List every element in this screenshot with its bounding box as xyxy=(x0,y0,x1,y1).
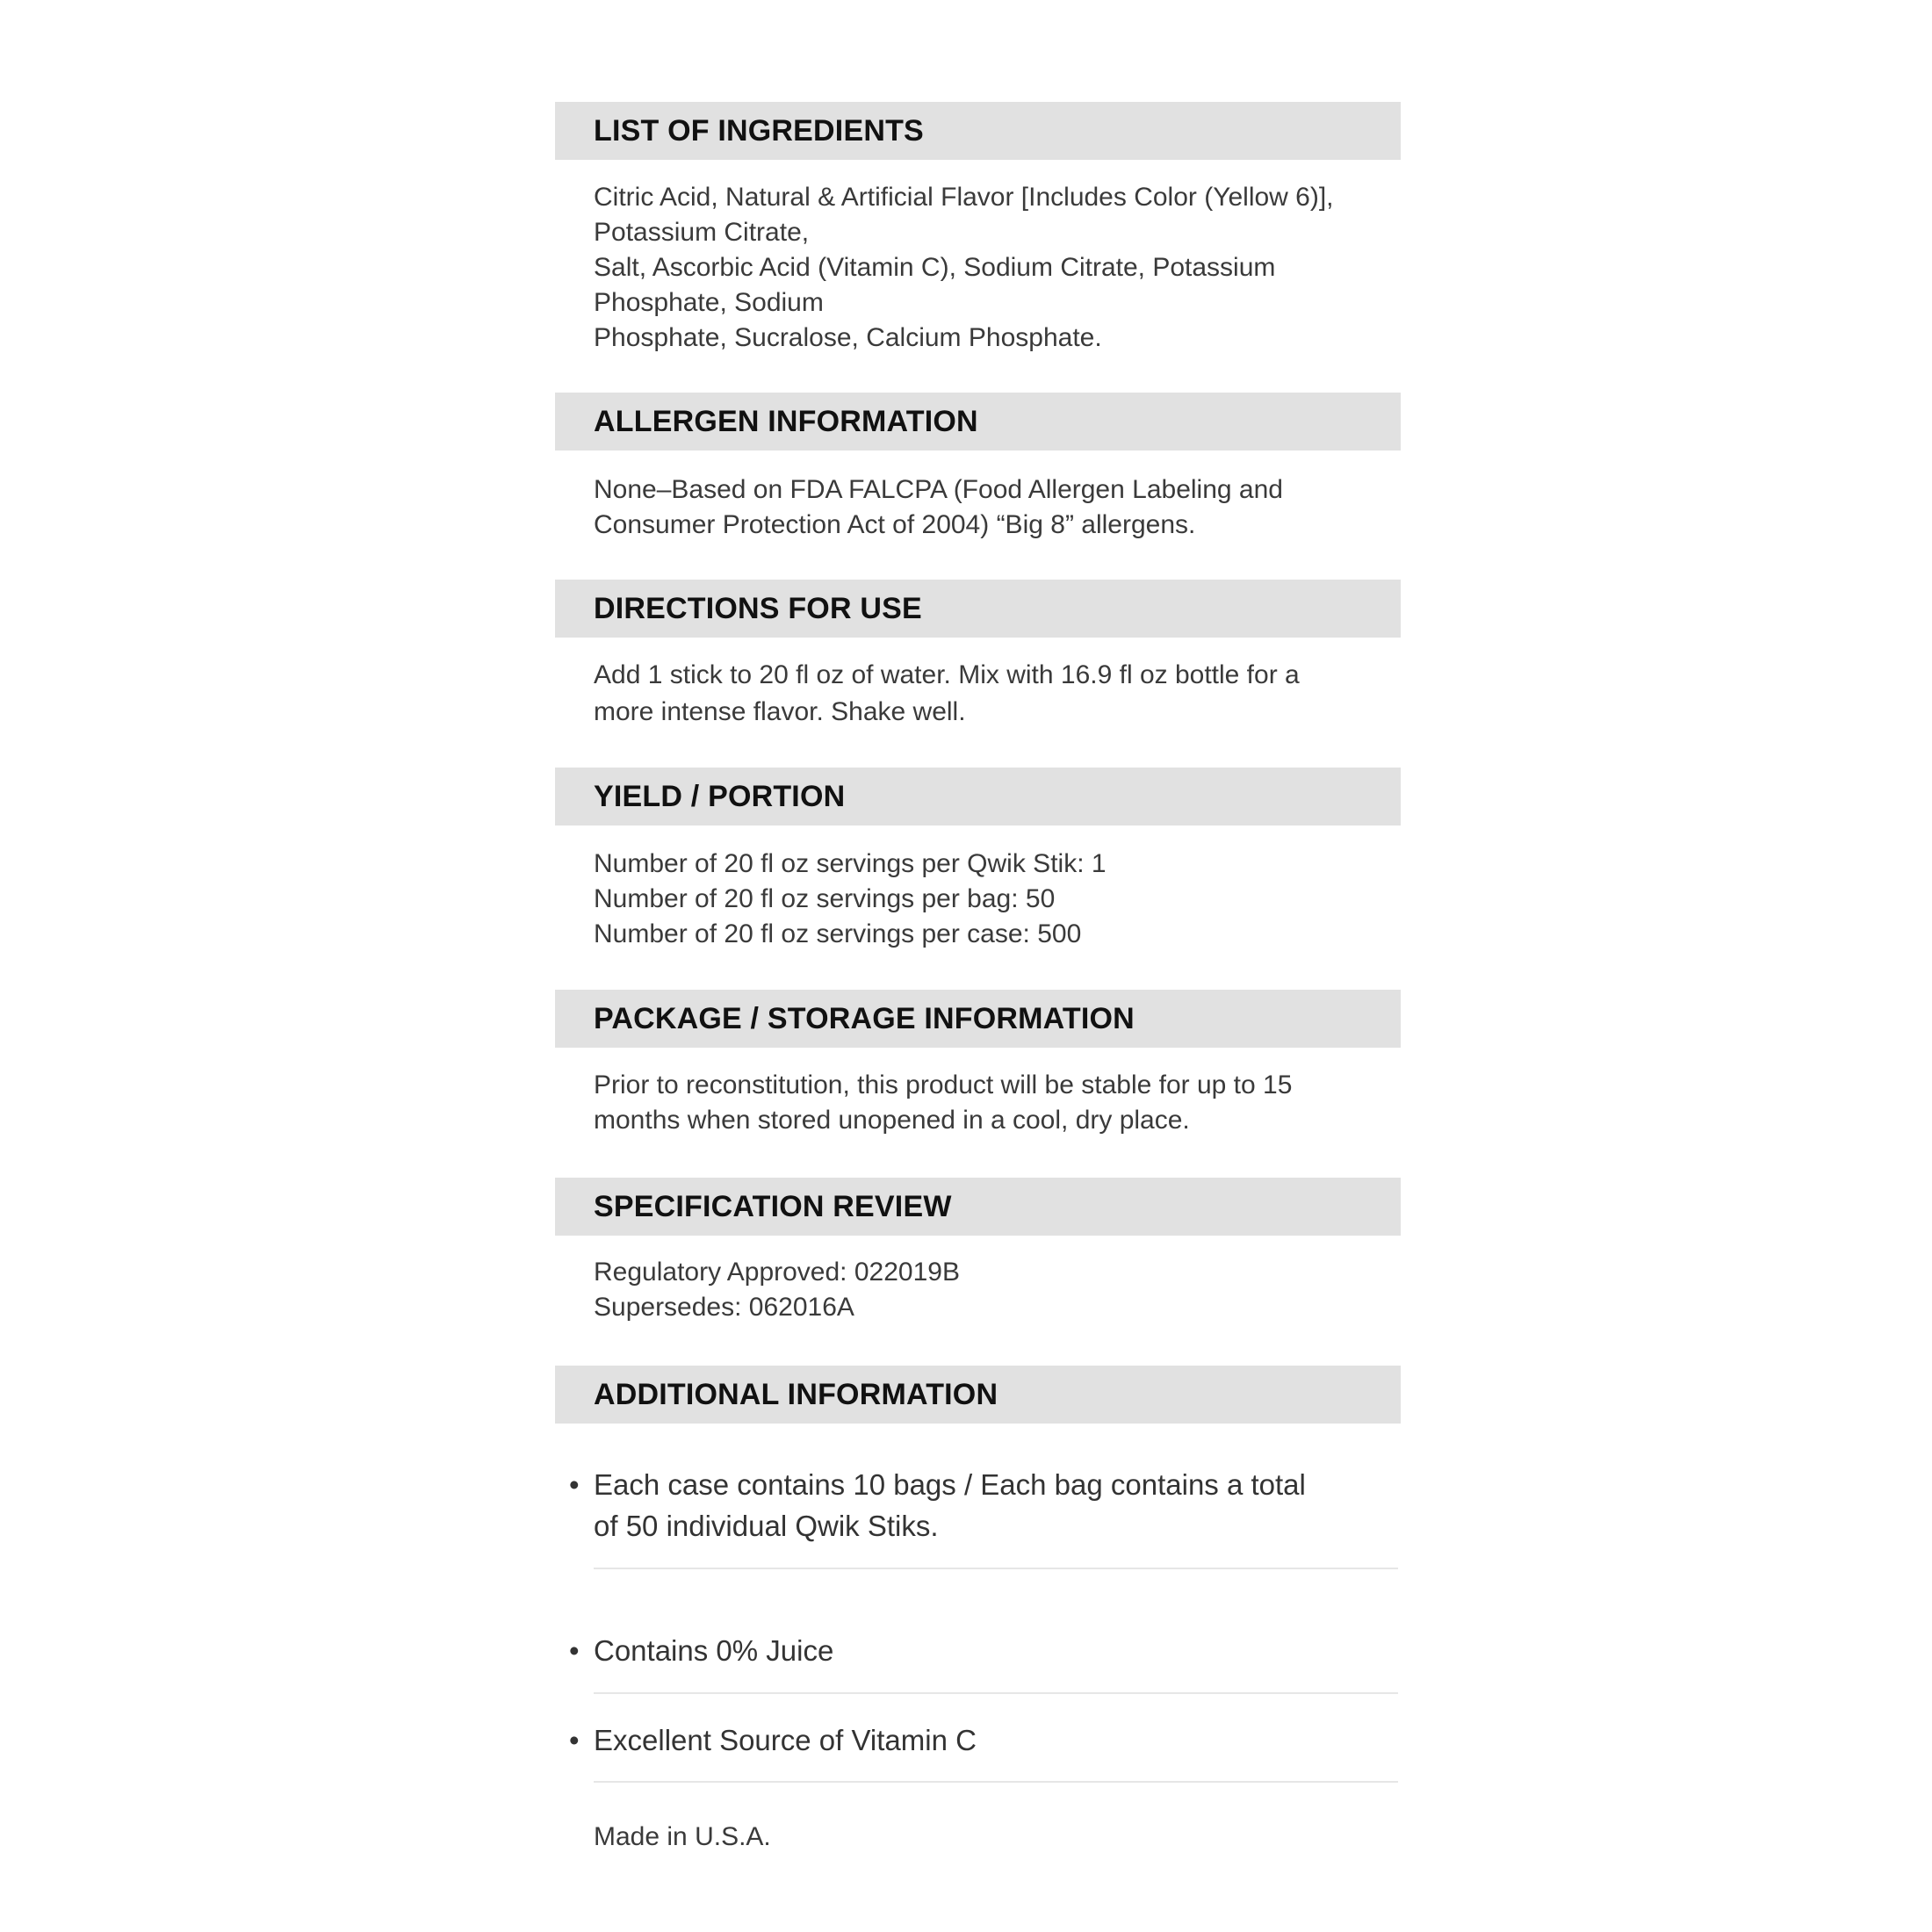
storage-line: months when stored unopened in a cool, dry place. xyxy=(594,1106,1190,1135)
spec-review-line: Regulatory Approved: 022019B xyxy=(594,1258,960,1287)
ingredients-line: Salt, Ascorbic Acid (Vitamin C), Sodium Citrate, Potassium xyxy=(594,253,1276,282)
yield-line: Number of 20 fl oz servings per Qwik Stik: 1 xyxy=(594,849,1107,878)
section-body-storage xyxy=(594,1068,1402,1138)
directions-line: Add 1 stick to 20 fl oz of water. Mix with 16.9 fl oz bottle for a xyxy=(594,660,1300,689)
section-title: PACKAGE / STORAGE INFORMATION xyxy=(594,1001,1135,1035)
ingredients-line: Potassium Citrate, xyxy=(594,218,810,247)
made-in-note: Made in U.S.A. xyxy=(594,1822,771,1851)
list-item-line: Excellent Source of Vitamin C xyxy=(594,1724,977,1756)
bullet-icon: • xyxy=(569,1634,580,1667)
allergen-line: None–Based on FDA FALCPA (Food Allergen Labeling and xyxy=(594,475,1283,504)
section-body-yield xyxy=(594,847,1402,952)
section-title: LIST OF INGREDIENTS xyxy=(594,113,924,148)
section-title: ALLERGEN INFORMATION xyxy=(594,404,978,438)
list-item-line: Each case contains 10 bags / Each bag contains a total xyxy=(594,1468,1306,1501)
list-item-line: Contains 0% Juice xyxy=(594,1634,834,1667)
divider xyxy=(594,1692,1398,1694)
directions-line: more intense flavor. Shake well. xyxy=(594,697,966,726)
section-header-ingredients xyxy=(555,102,1401,160)
section-title: ADDITIONAL INFORMATION xyxy=(594,1377,998,1411)
ingredients-line: Phosphate, Sucralose, Calcium Phosphate. xyxy=(594,323,1102,352)
section-title: SPECIFICATION REVIEW xyxy=(594,1189,952,1223)
list-item-text xyxy=(594,1630,1384,1671)
ingredients-line: Phosphate, Sodium xyxy=(594,288,824,317)
section-title: DIRECTIONS FOR USE xyxy=(594,591,922,625)
spec-review-line: Supersedes: 062016A xyxy=(594,1293,854,1322)
bullet-icon: • xyxy=(569,1468,580,1501)
section-body-directions xyxy=(594,657,1402,731)
section-header-spec-review xyxy=(555,1178,1401,1236)
section-body-ingredients xyxy=(594,180,1402,356)
divider xyxy=(594,1568,1398,1569)
section-body-allergen xyxy=(594,472,1402,543)
section-title: YIELD / PORTION xyxy=(594,779,846,813)
list-item-text xyxy=(594,1719,1384,1761)
bullet-icon: • xyxy=(569,1724,580,1756)
divider xyxy=(594,1781,1398,1783)
section-header-storage xyxy=(555,990,1401,1048)
section-header-allergen xyxy=(555,393,1401,451)
storage-line: Prior to reconstitution, this product will be stable for up to 15 xyxy=(594,1071,1293,1099)
allergen-line: Consumer Protection Act of 2004) “Big 8” allergens. xyxy=(594,510,1196,539)
yield-line: Number of 20 fl oz servings per bag: 50 xyxy=(594,884,1056,913)
section-header-directions xyxy=(555,580,1401,638)
list-item-line: of 50 individual Qwik Stiks. xyxy=(594,1510,939,1542)
yield-line: Number of 20 fl oz servings per case: 500 xyxy=(594,919,1082,948)
section-body-spec-review xyxy=(594,1255,1402,1325)
section-header-yield xyxy=(555,768,1401,825)
list-item-text xyxy=(594,1464,1384,1546)
section-header-additional xyxy=(555,1366,1401,1424)
ingredients-line: Citric Acid, Natural & Artificial Flavor [Includes Color (Yellow 6)], xyxy=(594,183,1334,212)
